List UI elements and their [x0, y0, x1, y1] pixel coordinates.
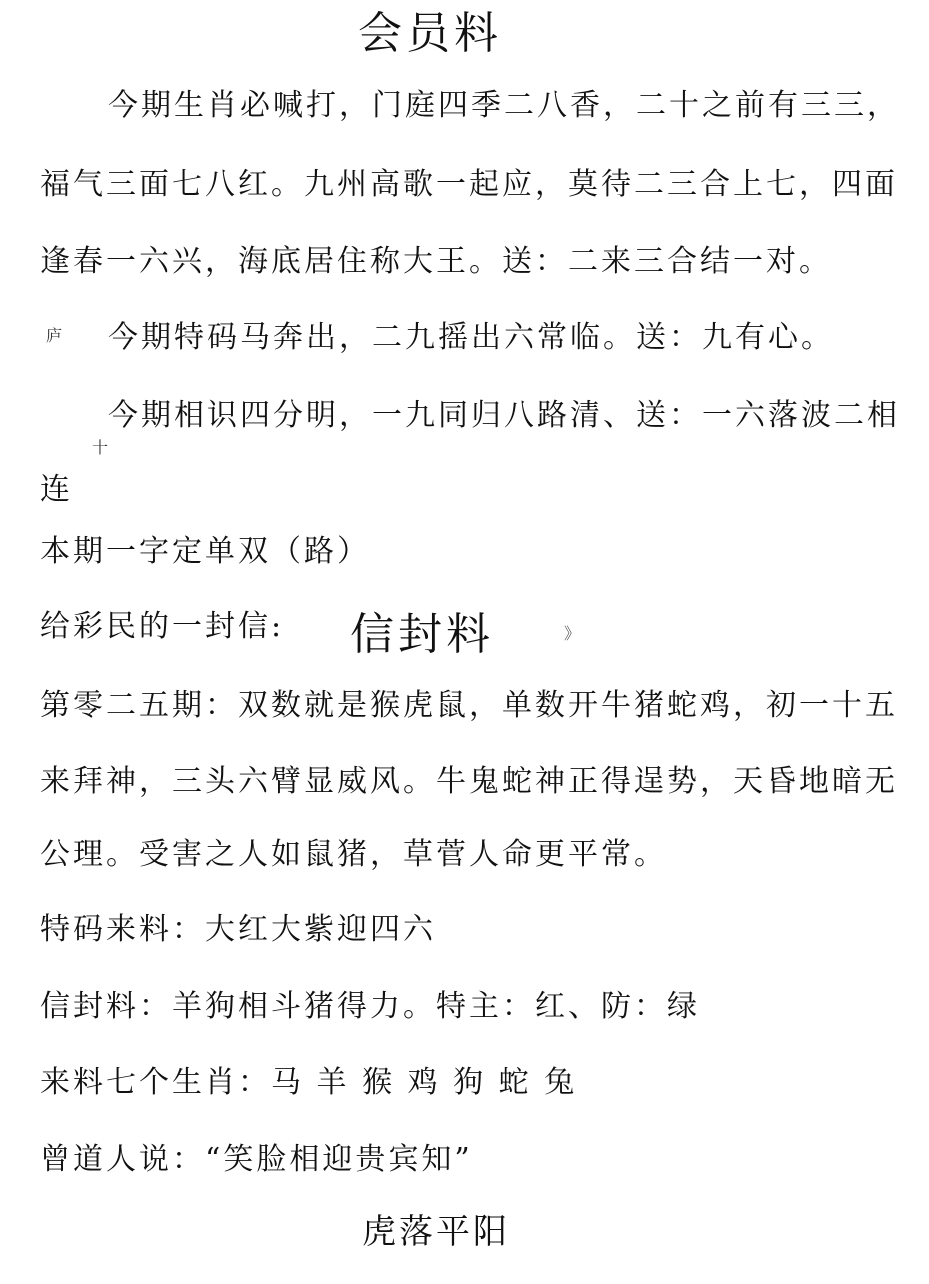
section-title: 信封料 [350, 609, 494, 660]
footer-title: 虎落平阳 [362, 1212, 510, 1252]
issue-line2: 来拜神，三头六臂显威风。牛鬼蛇神正得逞势，天昏地暗无 [40, 764, 898, 799]
issue-line1: 第零二五期：双数就是猴虎鼠，单数开牛猪蛇鸡，初一十五 [40, 688, 898, 723]
para1-line2: 福气三面七八红。九州高歌一起应，莫待二三合上七，四面 [40, 167, 898, 202]
special-code-line: 特码来料：大红大紫迎四六 [40, 912, 436, 947]
scan-mark-right: 》 [564, 624, 581, 643]
scan-mark-cross: 十 [92, 438, 109, 457]
para1-line1: 今期生肖必喊打，门庭四季二八香，二十之前有三三， [108, 88, 900, 123]
para2: 今期特码马奔出，二九摇出六常临。送：九有心。 [108, 320, 834, 355]
saying-line: 曾道人说：“笑脸相迎贵宾知” [40, 1142, 473, 1177]
document-title: 会员料 [358, 8, 502, 59]
issue-line3: 公理。受害之人如鼠猪，草菅人命更平常。 [40, 837, 667, 872]
letter-label: 给彩民的一封信: [40, 609, 285, 644]
envelope-material-line: 信封料：羊狗相斗猪得力。特主：红、防：绿 [40, 989, 700, 1024]
scan-mark-left: 庐 [46, 326, 63, 345]
para1-line3: 逢春一六兴，海底居住称大王。送：二来三合结一对。 [40, 244, 832, 279]
para3-line2: 连 [40, 472, 73, 507]
seven-zodiacs-line: 来料七个生肖：马 羊 猴 鸡 狗 蛇 兔 [40, 1065, 578, 1100]
para3-line1: 今期相识四分明，一九同归八路清、送：一六落波二相 [108, 398, 900, 433]
single-double-line: 本期一字定单双（路） [40, 534, 370, 569]
